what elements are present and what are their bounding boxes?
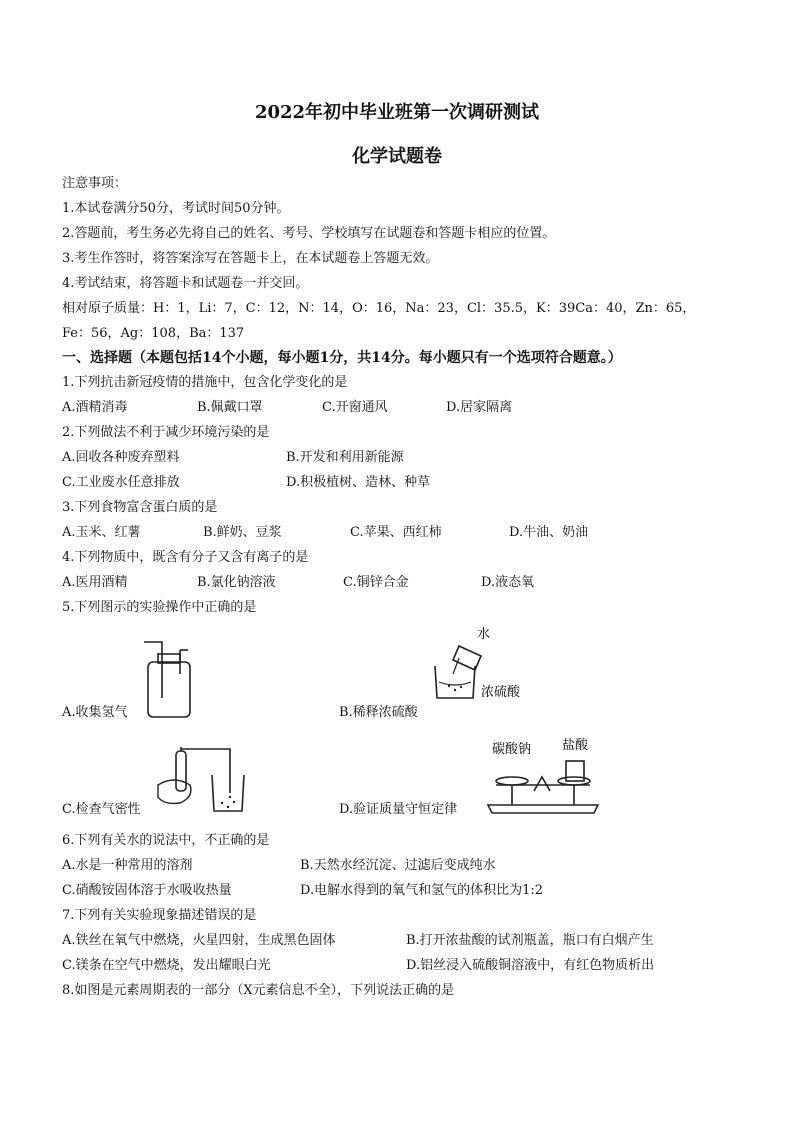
question-stem: 4.下列物质中，既含有分子又含有离子的是 xyxy=(62,550,309,565)
option-d: D.居家隔离 xyxy=(446,400,513,415)
acid-label: 浓硫酸 xyxy=(481,685,521,700)
notice-heading: 注意事项： xyxy=(62,176,128,191)
option-c: C.苹果、西红柿 xyxy=(350,525,442,540)
option-c: C.工业废水任意排放 xyxy=(62,475,180,490)
dilute-acid-figure xyxy=(425,622,545,702)
option-d: D.液态氧 xyxy=(481,575,535,590)
gas-bottle-figure xyxy=(140,640,200,720)
option-d: D.积极植树、造林、种草 xyxy=(286,475,431,490)
page-subtitle: 化学试题卷 xyxy=(352,146,442,167)
option-a: A.医用酒精 xyxy=(62,575,128,590)
option-b: B.稀释浓硫酸 xyxy=(339,705,418,720)
option-b: B.鲜奶、豆浆 xyxy=(203,525,282,540)
section-heading: 一、选择题（本题包括14个小题，每小题1分，共14分。每小题只有一个选项符合题意。） xyxy=(62,350,622,366)
option-b: B.氯化钠溶液 xyxy=(197,575,276,590)
atomic-mass-line-2: Fe：56，Ag：108，Ba：137 xyxy=(62,326,245,341)
option-b: B.天然水经沉淀、过滤后变成纯水 xyxy=(300,858,496,873)
question-stem: 2.下列做法不利于减少环境污染的是 xyxy=(62,425,270,440)
option-a: A.水是一种常用的溶剂 xyxy=(62,858,193,873)
option-a: A.回收各种废弃塑料 xyxy=(62,450,180,465)
option-c: C.镁条在空气中燃烧，发出耀眼白光 xyxy=(62,958,271,973)
water-label: 水 xyxy=(477,627,491,642)
page-title: 2022年初中毕业班第一次调研测试 xyxy=(254,102,540,123)
notice-item: 1.本试卷满分50分，考试时间50分钟。 xyxy=(62,201,290,216)
option-b: B.打开浓盐酸的试剂瓶盖，瓶口有白烟产生 xyxy=(406,933,654,948)
question-stem: 8.如图是元素周期表的一部分（X元素信息不全），下列说法正确的是 xyxy=(62,983,455,998)
option-a: A.玉米、红薯 xyxy=(62,525,141,540)
option-d: D.电解水得到的氧气和氢气的体积比为1:2 xyxy=(300,883,544,898)
option-a: A.铁丝在氧气中燃烧，火星四射，生成黑色固体 xyxy=(62,933,336,948)
na2co3-label: 碳酸钠 xyxy=(492,742,532,757)
option-d: D.验证质量守恒定律 xyxy=(339,802,458,817)
option-d: D.牛油、奶油 xyxy=(509,525,589,540)
option-b: B.开发和利用新能源 xyxy=(286,450,404,465)
option-c: C.检查气密性 xyxy=(62,802,141,817)
atomic-mass-line-1: 相对原子质量：H：1，Li：7，C：12，N：14，O：16，Na：23，Cl：35.5，K：39Ca：40，Zn：65， xyxy=(62,301,696,316)
question-stem: 7.下列有关实验现象描述错误的是 xyxy=(62,908,257,923)
notice-item: 4.考试结束，将答题卡和试题卷一并交回。 xyxy=(62,276,309,291)
option-c: C.铜锌合金 xyxy=(343,575,409,590)
option-a: A.收集氢气 xyxy=(62,705,128,720)
question-stem: 6.下列有关水的说法中，不正确的是 xyxy=(62,833,270,848)
hcl-label: 盐酸 xyxy=(562,738,589,753)
option-b: B.佩戴口罩 xyxy=(197,400,263,415)
airtightness-figure xyxy=(150,745,250,815)
question-stem: 1.下列抗击新冠疫情的措施中，包含化学变化的是 xyxy=(62,375,348,390)
balance-figure xyxy=(478,735,608,815)
option-d: D.铝丝浸入硫酸铜溶液中，有红色物质析出 xyxy=(406,958,655,973)
option-c: C.开窗通风 xyxy=(322,400,388,415)
question-stem: 3.下列食物富含蛋白质的是 xyxy=(62,500,218,515)
question-stem: 5.下列图示的实验操作中正确的是 xyxy=(62,600,257,615)
notice-item: 3.考生作答时，将答案涂写在答题卡上，在本试题卷上答题无效。 xyxy=(62,251,439,266)
option-a: A.酒精消毒 xyxy=(62,400,128,415)
notice-item: 2.答题前，考生务必先将自己的姓名、考号、学校填写在试题卷和答题卡相应的位置。 xyxy=(62,226,556,241)
option-c: C.硝酸铵固体溶于水吸收热量 xyxy=(62,883,232,898)
